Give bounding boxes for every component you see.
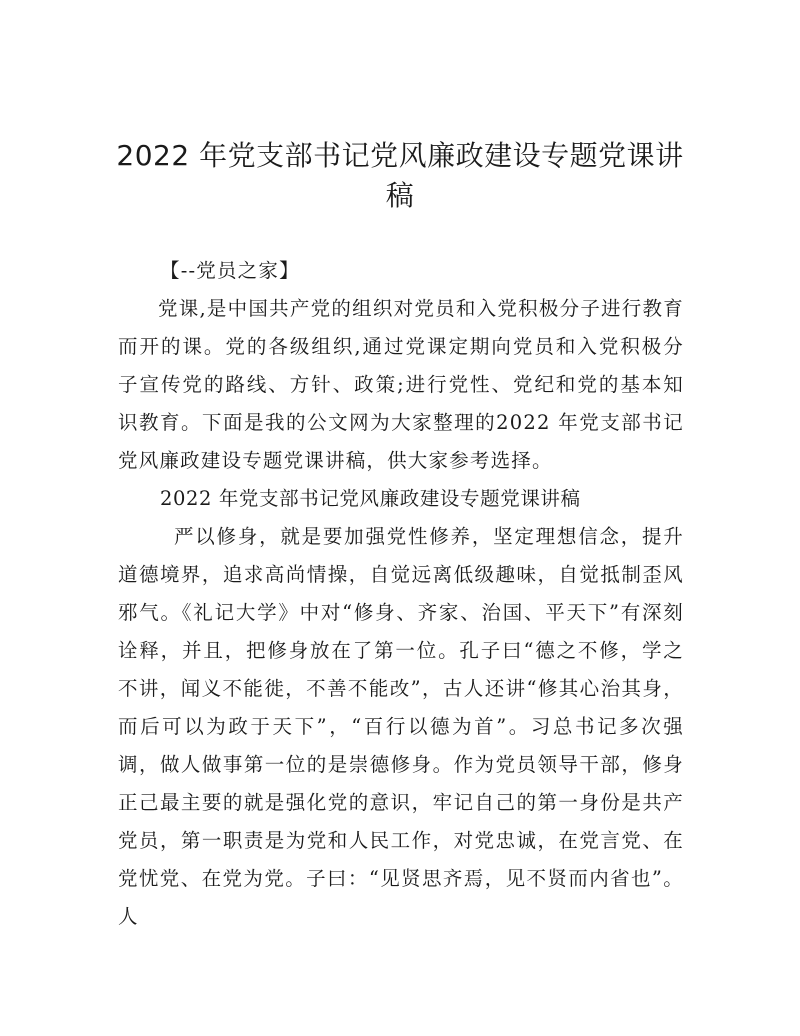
document-title bbox=[100, 136, 700, 216]
intro-paragraph: 党课,是中国共产党的组织对党员和入党积极分子进行教育而开的课。党的各级组织,通过党课定期向党员和入党积极分子宣传党的路线、方针、政策;进行党性、党纪和党的基本知识教育。下面是我的公文网为大家整理的2022 年党支部书记党风廉政建设专题党课讲稿，供大家参考选择。 bbox=[118, 297, 684, 472]
source-tag: 【--党员之家】 bbox=[160, 259, 300, 282]
document-title-line-1: 2022 年党支部书记党风廉政建设专题党课讲 bbox=[116, 139, 684, 172]
body-paragraph: 严以修身，就是要加强党性修养，坚定理想信念，提升道德境界，追求高尚情操，自觉远离低级趣味，自觉抵制歪风邪气。《礼记大学》中对“修身、齐家、治国、平天下”有深刻诠释，并且，把修身放在了第一位。孔子曰“德之不修，学之不讲，闻义不能徙，不善不能改”，古人还讲“修其心治其身，而后可以为政于天下”，“百行以德为首”。习总书记多次强调，做人做事第一位的是崇德修身。作为党员领导干部，修身正己最主要的就是强化党的意识，牢记自己的第一身份是共产党员，第一职责是为党和人民工作，对党忠诚，在党言党、在党忧党、在党为党。子曰：“见贤思齐焉，见不贤而内省也”。人 bbox=[118, 525, 684, 928]
document-body bbox=[118, 252, 684, 936]
section-heading: 2022 年党支部书记党风廉政建设专题党课讲稿 bbox=[160, 487, 581, 510]
document-title-line-2: 稿 bbox=[385, 179, 415, 212]
